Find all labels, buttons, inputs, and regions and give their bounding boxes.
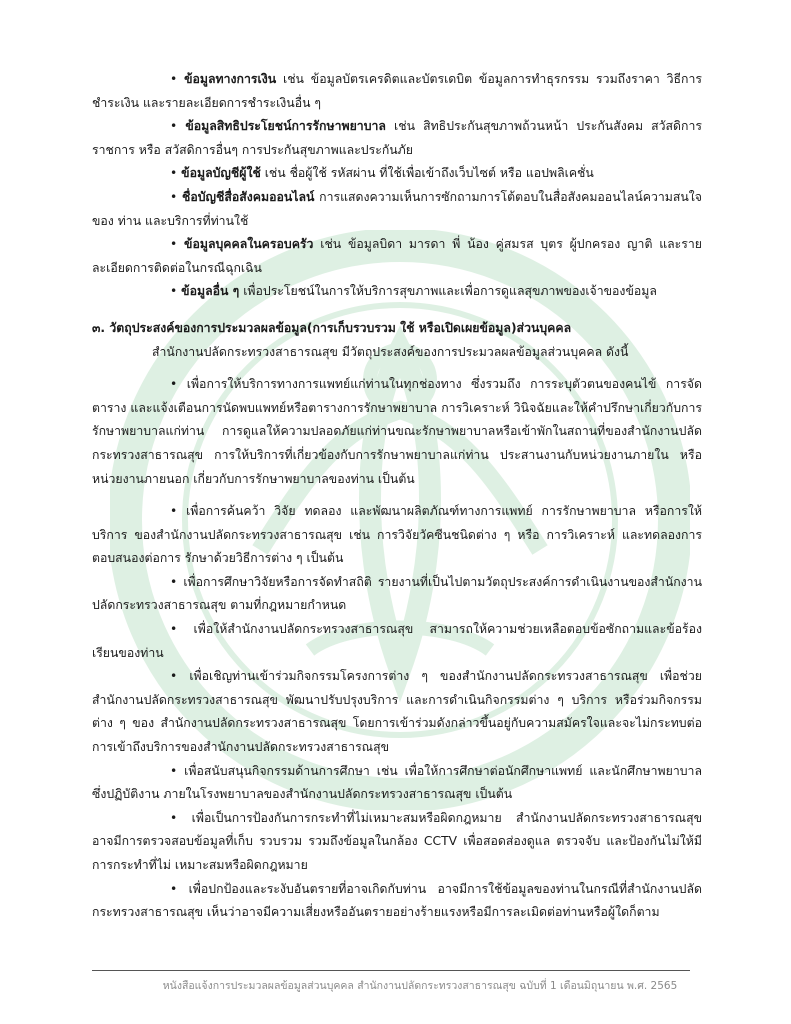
list-item-other: • ข้อมูลอื่น ๆ เพื่อประโยชน์ในการให้บริการสุขภาพและเพื่อการดูแลสุขภาพของเจ้าของข้อมูล	[170, 284, 657, 299]
footer-divider	[92, 970, 690, 971]
purpose-item-activities: • เพื่อเชิญท่านเข้าร่วมกิจกรรมโครงการต่าง ๆ ของสำนักงานปลัดกระทรวงสาธารณสุข เพื่อช่วยสำนักงานปลัดกระทรวงสาธารณสุข พัฒนาปรับปรุงบริการ และการดำเนินกิจกรรมต่าง ๆ บริการ หรือร่วมกิจกรรมต่าง ๆ ของ สำนักงานปลัดกระทรวงสาธารณสุข โดยการเข้าร่วมดังกล่าวขึ้นอยู่กับความสมัครใจและจะไม่กระทบต่อการเข้าถึงบริการของสำนักงานปลัดกระทรวงสาธารณสุข	[92, 669, 702, 755]
purpose-item-prevention: • เพื่อเป็นการป้องกันการกระทำที่ไม่เหมาะสมหรือผิดกฎหมาย สำนักงานปลัดกระทรวงสาธารณสุขอาจมีการตรวจสอบข้อมูลที่เก็บ รวบรวม รวมถึงข้อมูลในกล้อง CCTV เพื่อสอดส่องดูแล ตรวจจับ และป้องกันไม่ให้มีการกระทำที่ไม่ เหมาะสมหรือผิดกฎหมาย	[92, 810, 702, 872]
page-footer: หนังสือแจ้งการประมวลผลข้อมูลส่วนบุคคล สำนักงานปลัดกระทรวงสาธารณสุข ฉบับที่ 1 เดือนมิถุนายน พ.ศ. 2565	[162, 980, 678, 992]
list-item-user-account: • ข้อมูลบัญชีผู้ใช้ เช่น ชื่อผู้ใช้ รหัสผ่าน ที่ใช้เพื่อเข้าถึงเว็บไซต์ หรือ แอปพลิเคชั่น	[170, 166, 594, 181]
list-item-financial: • ข้อมูลทางการเงิน เช่น ข้อมูลบัตรเครดิตและบัตรเดบิต ข้อมูลการทำธุรกรรม รวมถึงราคา วิธีการชำระเงิน และรายละเอียดการชำระเงินอื่น ๆ	[92, 72, 702, 110]
section-3-intro: สำนักงานปลัดกระทรวงสาธารณสุข มีวัตถุประสงค์ของการประมวลผลข้อมูลส่วนบุคคล ดังนี้	[152, 344, 629, 359]
list-item-health-benefits: • ข้อมูลสิทธิประโยชน์การรักษาพยาบาล เช่น สิทธิประกันสุขภาพถ้วนหน้า ประกันสังคม สวัสดิการราชการ หรือ สวัสดิการอื่นๆ การประกันสุขภาพและประกันภัย	[92, 119, 702, 157]
list-item-family: • ข้อมูลบุคคลในครอบครัว เช่น ข้อมูลบิดา มารดา พี่ น้อง คู่สมรส บุตร ผู้ปกครอง ญาติ และรายละเอียดการติดต่อในกรณีฉุกเฉิน	[92, 237, 702, 275]
list-item-social-media: • ชื่อบัญชีสื่อสังคมออนไลน์ การแสดงความเห็นการซักถามการโต้ตอบในสื่อสังคมออนไลน์ความสนใจของ ท่าน และบริการที่ท่านใช้	[92, 189, 702, 228]
purpose-item-statistics: • เพื่อการศึกษาวิจัยหรือการจัดทำสถิติ รายงานที่เป็นไปตามวัตถุประสงค์การดำเนินงานของสำนักงานปลัดกระทรวงสาธารณสุข ตามที่กฎหมายกำหนด	[92, 574, 702, 613]
document-body	[92, 68, 702, 925]
section-3-heading: ๓. วัตถุประสงค์ของการประมวลผลข้อมูล(การเก็บรวบรวม ใช้ หรือเปิดเผยข้อมูล)ส่วนบุคคล	[92, 320, 572, 335]
purpose-item-support: • เพื่อให้สำนักงานปลัดกระทรวงสาธารณสุข สามารถให้ความช่วยเหลือตอบข้อซักถามและข้อร้องเรียนของท่าน	[92, 622, 702, 660]
purpose-item-research: • เพื่อการค้นคว้า วิจัย ทดลอง และพัฒนาผลิตภัณฑ์ทางการแพทย์ การรักษาพยาบาล หรือการให้บริการ ของสำนักงานปลัดกระทรวงสาธารณสุข เช่น การวิจัยวัคซีนชนิดต่าง ๆ หรือ การวิเคราะห์ และทดลองการตอบสนองต่อการ รักษาด้วยวิธีการต่าง ๆ เป็นต้น	[92, 504, 702, 566]
purpose-item-protection: • เพื่อปกป้องและระงับอันตรายที่อาจเกิดกับท่าน อาจมีการใช้ข้อมูลของท่านในกรณีที่สำนักงานปลัดกระทรวงสาธารณสุข เห็นว่าอาจมีความเสี่ยงหรืออันตรายอย่างร้ายแรงหรือมีการละเมิดต่อท่านหรือผู้ใดก็ตาม	[92, 881, 702, 920]
purpose-item-education: • เพื่อสนับสนุนกิจกรรมด้านการศึกษา เช่น เพื่อให้การศึกษาต่อนักศึกษาแพทย์ และนักศึกษาพยาบาล ซึ่งปฏิบัติงาน ภายในโรงพยาบาลของสำนักงานปลัดกระทรวงสาธารณสุข เป็นต้น	[92, 763, 702, 802]
purpose-item-medical-service: • เพื่อการให้บริการทางการแพทย์แก่ท่านในทุกช่องทาง ซึ่งรวมถึง การระบุตัวตนของคนไข้ การจัดตาราง และแจ้งเตือนการนัดพบแพทย์หรือตารางการรักษาพยาบาล การวิเคราะห์ วินิจฉัยและให้คำปรึกษาเกี่ยวกับการรักษาพยาบาลแก่ท่าน การดูแลให้ความปลอดภัยแก่ท่านขณะรักษาพยาบาลหรือเข้าพักในสถานที่ของสำนักงานปลัดกระทรวงสาธารณสุข การให้บริการที่เกี่ยวข้องกับการรักษาพยาบาลแก่ท่าน ประสานงานกับหน่วยงานภายใน หรือหน่วยงานภายนอก เกี่ยวกับการรักษาพยาบาลของท่าน เป็นต้น	[92, 377, 702, 486]
